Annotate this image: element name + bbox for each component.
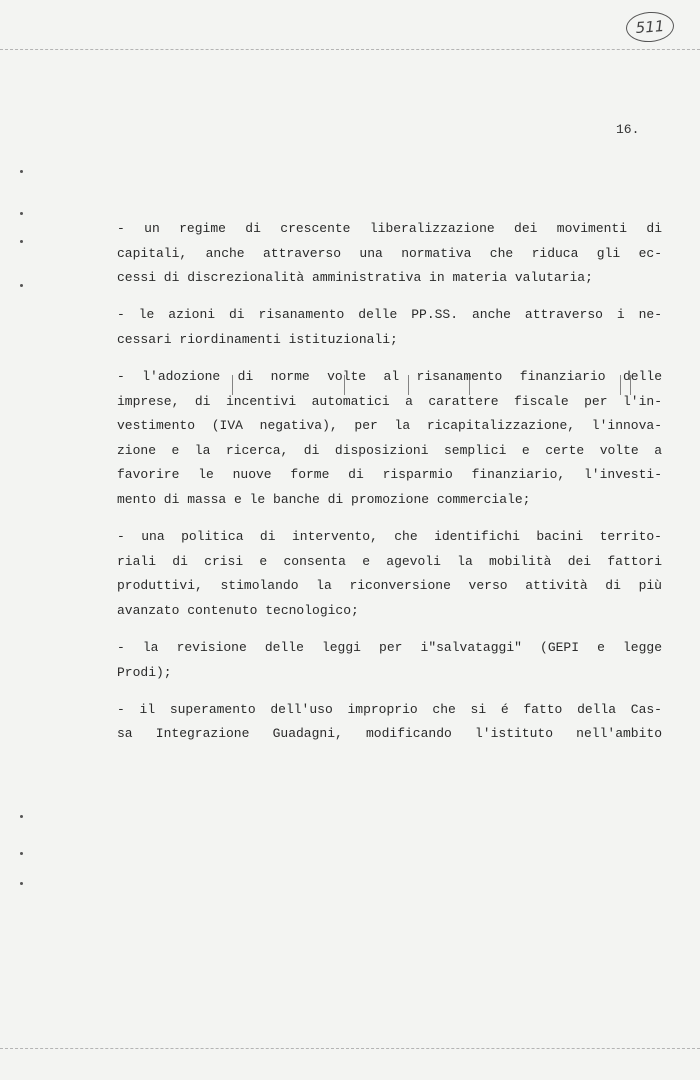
margin-speck bbox=[20, 170, 23, 173]
paragraph-cassa-integrazione bbox=[117, 698, 662, 747]
text-line: mento di massa e le banche di promozione commerciale; bbox=[117, 491, 531, 507]
text-line: - le azioni di risanamento delle PP.SS. anche attraverso i ne- bbox=[117, 307, 662, 323]
body-text bbox=[117, 217, 662, 747]
text-line: riali di crisi e consenta e agevoli la mobilità dei fattori bbox=[117, 553, 662, 569]
margin-speck bbox=[20, 852, 23, 855]
paragraph-capital-liberalization bbox=[117, 217, 662, 291]
text-line: capitali, anche attraverso una normativa che riduca gli ec- bbox=[117, 245, 662, 261]
text-line: cessari riordinamenti istituzionali; bbox=[117, 331, 398, 347]
page-number: 16. bbox=[616, 122, 640, 137]
paragraph-financial-norms bbox=[117, 365, 662, 513]
text-line: produttivi, stimolando la riconversione verso attività di più bbox=[117, 578, 662, 594]
text-line: vestimento (IVA negativa), per la ricapitalizzazione, l'innova- bbox=[117, 418, 662, 434]
text-line: favorire le nuove forme di risparmio finanziario, l'investi- bbox=[117, 467, 662, 483]
text-line: zione e la ricerca, di disposizioni semplici e certe volte a bbox=[117, 442, 662, 458]
bottom-scan-rule bbox=[0, 1048, 700, 1049]
margin-speck bbox=[20, 284, 23, 287]
margin-speck bbox=[20, 815, 23, 818]
text-line: - un regime di crescente liberalizzazione dei movimenti di bbox=[117, 221, 662, 236]
text-line: - il superamento dell'uso improprio che si é fatto della Cas- bbox=[117, 701, 662, 717]
margin-speck bbox=[20, 240, 23, 243]
text-line: - l'adozione di norme volte al risanamento finanziario delle bbox=[117, 368, 662, 384]
text-line: cessi di discrezionalità amministrativa in materia valutaria; bbox=[117, 270, 593, 286]
text-line: - la revisione delle leggi per i"salvataggi" (GEPI e legge bbox=[117, 639, 662, 655]
folio-stamp: 511 bbox=[625, 10, 675, 43]
margin-speck bbox=[20, 212, 23, 215]
paragraph-rescue-laws bbox=[117, 636, 662, 685]
text-line: - una politica di intervento, che identifichi bacini territo- bbox=[117, 529, 662, 545]
top-scan-rule bbox=[0, 49, 700, 50]
paragraph-ppss-restructuring bbox=[117, 303, 662, 352]
text-line: imprese, di incentivi automatici a carattere fiscale per l'in- bbox=[117, 393, 662, 409]
text-line: Prodi); bbox=[117, 664, 172, 680]
text-line: avanzato contenuto tecnologico; bbox=[117, 602, 359, 618]
paragraph-intervention-policy bbox=[117, 525, 662, 623]
text-line: sa Integrazione Guadagni, modificando l'istituto nell'ambito bbox=[117, 726, 662, 742]
margin-speck bbox=[20, 882, 23, 885]
